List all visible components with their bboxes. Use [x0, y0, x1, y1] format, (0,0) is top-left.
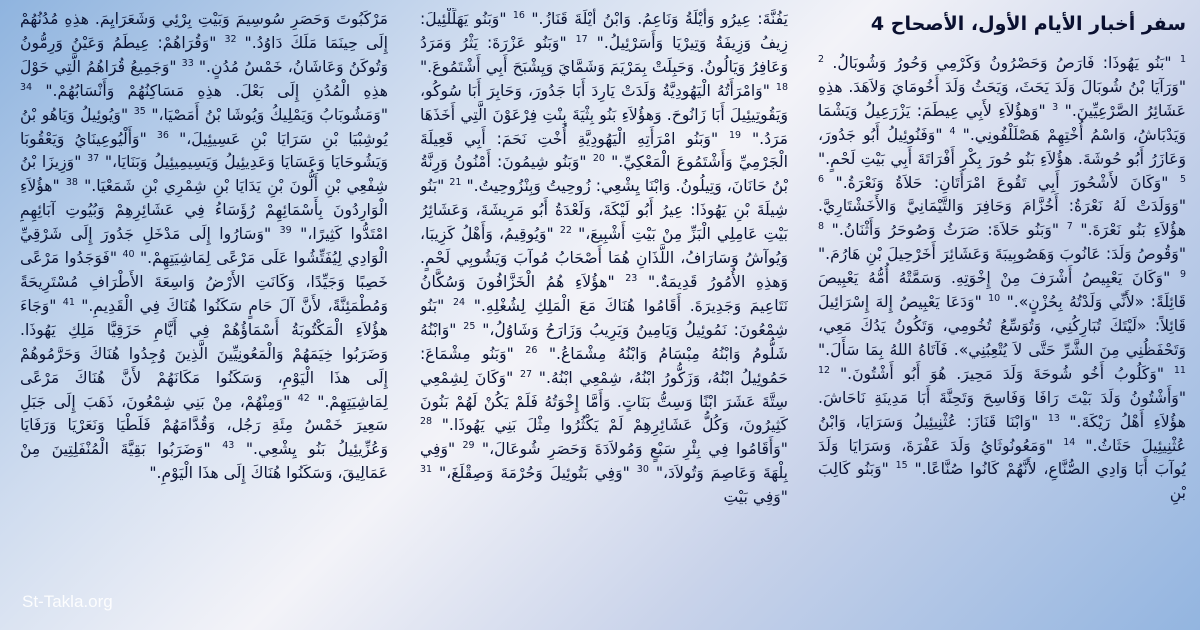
verse-text: "وَأَشْتُونُ وَلَدَ بَيْتَ رَافَا وَفَاسِحَ وَتَحِنَّةَ أَبَا مَدِينَةِ نَاحَاشَ. هؤُلاَءِ أَهْلُ رَيْكَةَ.": [818, 388, 1186, 431]
column-1: [818, 8, 1186, 620]
verse-text: "وَمَعُونُوثَايُ وَلَدَ عَفْرَةَ، وَسَرَايَا وَلَدَ يُوآبَ أَبَا وَادِي الصُّنَّاعِ، لأَنَّهُمْ كَانُوا صُنَّاعًا.": [818, 436, 1186, 479]
verse-number: 27: [519, 368, 533, 380]
verse-number: 26: [525, 344, 538, 356]
verse-text: "وَقُوصُ وَلَدَ: عَانُوبَ وَهَصُوبِيبَةَ وَعَشَائِرَ أَخَرْحِيلَ بْنِ هَارُمَ.": [818, 245, 1186, 264]
verse-text: "وَزِيزَا بْنُ شِفْعِي بْنِ أَلُّونَ بْنِ يَدَايَا بْنِ شِمْرِي بْنِ شَمَعْيَا.": [20, 153, 388, 196]
verse-number: 28: [420, 416, 433, 428]
verse-text: "وَوَلَدَتْ لَهُ نَعْرَةُ: أَخُزَّامَ وَحَافِرَ وَالتَّيْمَانِيَّ وَالأَخَشْتَارِيَّ. هؤُلاَءِ بَنُو نَعْرَةَ.": [818, 197, 1186, 240]
verse-text: "وَكَانَ يَعْبِيصُ أَشْرَفَ مِنْ إِخْوَتِهِ. وَسَمَّتْهُ أُمُّهُ يَعْبِيصَ قَائِلَةً: «لأَنِّي وَلَدْتُهُ بِحُزْنٍ».": [818, 269, 1186, 312]
verse-text: "وَفِي بَيْتِ: [723, 488, 788, 507]
verse-number: 8: [818, 221, 825, 233]
column-2: [420, 8, 788, 620]
verse-text: "وَقُرَاهُمْ: عِيطَمُ وَعَيْنُ وَرِمُّونُ وَتُوكَنُ وَعَاشَانُ، خَمْسُ مُدُنٍ.": [20, 33, 388, 76]
verse-number: 18: [775, 81, 788, 93]
verse-text: "بَنُو شِيلَةَ بْنِ يَهُوذَا: عِيرُ أَبُو لَيْكَةَ، وَلَعْدَةُ أَبُو مَرِيشَةَ، وَعَشَائِرُ بَيْتِ عَامِلِي الْبَزِّ مِنْ بَيْتِ أَشْبِيعَ،": [420, 177, 788, 244]
verse-number: 9: [1179, 268, 1186, 280]
verse-text: "فَوَجَدُوا مَرْعًى خَصِبًا وَجَيِّدًا، وَكَانَتِ الأَرْضُ وَاسِعَةَ الأَطْرَافِ مُسْتَرِيحَةً وَمُطْمَئِنَّةً، لأَنَّ آلَ حَامٍ سَكَنُوا هُنَاكَ فِي الْقَدِيمِ.": [20, 249, 388, 315]
verse-number: 11: [1173, 364, 1186, 376]
verse-number: 2: [818, 53, 825, 65]
verse-text: "وَمِنْهُمْ، مِنْ بَنِي شِمْعُونَ، ذَهَبَ إِلَى جَبَلِ سَعِيرَ خَمْسُ مِئَةِ رَجُل، وَقُدَّامَهُمْ فَلَطْيَا وَنَعَرْيَا وَرَفَايَا وَعُزِّيئِيلُ بَنُو يِشْعِي.": [20, 392, 388, 459]
verse-number: 31: [420, 464, 433, 476]
column-3: [20, 8, 388, 620]
verse-text: "وَمَشُوبَابُ وَيَمْلِيكُ وَيُوشَا بْنُ أَمَصْيَا،": [151, 105, 388, 124]
verse-text: "وَبَنُو عَزْرَةَ: يَثْرُ وَمَرَدُ وَعَافِرُ وَيَالُونُ. وَحَبِلَتْ بِمَرْيَمَ وَشَمَّايَ وَيِشْبَحَ أَبِي أَشْتَمُوعَ.": [420, 33, 788, 76]
verse-number: 42: [297, 392, 310, 404]
verse-number: 43: [222, 440, 235, 452]
verse-number: 41: [62, 296, 75, 308]
verse-number: 3: [1052, 101, 1059, 113]
verse-text: "وَابْنُهُ شَلُّومُ وَابْنُهُ مِبْسَامُ وَابْنُهُ مِشْمَاعُ.": [420, 320, 788, 363]
verse-text: "هؤُلاَءِ الْوَارِدُونَ بِأَسْمَائِهِمْ رُؤَسَاءُ فِي عَشَائِرِهِمْ وَبُيُوتِ آبَائِهِمِ امْتَدُّوا كَثِيرًا،": [20, 177, 388, 244]
verse-text: "وَأَلْيُوعِينَايُ وَيَعْقُوبَا وَيَشُوحَايَا وَعَسَايَا وَعَدِيئِيلُ وَيَسِيمِيئِيلُ وَبَنَايَا،": [20, 129, 388, 172]
verse-text: "وَفِي بِلْهَةَ وَعَاصِمَ وَتُولاَدَ،": [420, 440, 788, 483]
verse-number: 38: [65, 177, 78, 189]
verse-text: "وَفَنُوئِيلُ أَبُو جَدُورَ، وَعَازَرُ أَبُو حُوشَةَ. هؤُلاَءِ بَنُو حُورَ بِكْرِ أَفْرَاتَةَ أَبِي بَيْتِ لَحْمٍ.": [818, 125, 1186, 168]
verse-number: 5: [1179, 173, 1186, 185]
chapter-heading: سفر أخبار الأيام الأول، الأصحاح 4: [870, 13, 1186, 35]
verse-number: 37: [87, 153, 100, 165]
column-text: [20, 8, 388, 486]
verse-text: "وَيُوئِيلُ وَيَاهُو بْنُ يُوشِبْيَا بْنِ سَرَايَا بْنِ عَسِيئِيلَ،": [20, 105, 388, 148]
verse-number: 10: [988, 292, 1001, 304]
verse-number: 23: [625, 272, 638, 284]
verse-number: 24: [452, 296, 466, 308]
verse-text: "وَكَانَ لِشِمْعِي سِتَّةَ عَشَرَ ابْنًا وَسِتُّ بَنَاتٍ. وَأَمَّا إِخْوَتُهُ فَلَمْ يَكُنْ لَهُمْ بَنُونَ كَثِيرُونَ، وَكُلُّ عَشَائِرِهِمْ لَمْ يَكْثُرُوا مِثْلَ بَنِي يَهُوذَا.": [420, 368, 788, 435]
verse-number: 19: [729, 129, 742, 141]
column-text: [420, 8, 788, 510]
verse-text: مَرْكَبُوتَ وَحَصَرِ سُوسِيمَ وَبَيْتِ بِرْئِي وَشَعَرَايِمَ. هذِهِ مُدُنُهُمْ إِلَى حِينَمَا مَلَكَ دَاوُدُ.": [20, 10, 388, 52]
verse-text: "وَضَرَبُوا بَقِيَّةَ الْمُنْفَلِتِينَ مِنْ عَمَالِيقَ، وَسَكَنُوا هُنَاكَ إِلَى هذَا الْيَوْمِ.": [20, 440, 388, 483]
verse-text: "وَيُوقِيمُ، وَأَهْلُ كَزِيبَا، وَيُوآشُ وَسَارَافُ، اللَّذَانِ هُمَا أَصْحَابُ مُوآبَ وَيَشُوبِي لَحْمٍ. وَهذِهِ الأُمُورُ قَدِيمَةٌ.": [420, 225, 788, 291]
verse-text: "وَرَآيَا بْنُ شُوبَالَ وَلَدَ يَحَثَ، وَيَحَثُ وَلَدَ أَخُومَايَ وَلاَهَدَ. هذِهِ عَشَائِرُ الصَّرْعِيِّينَ.": [818, 77, 1186, 120]
verse-number: 21: [449, 177, 462, 189]
verse-number: 12: [818, 364, 831, 376]
verse-text: "وَسَارُوا إِلَى مَدْخَلِ جَدُورَ إِلَى شَرْقِيِّ الْوَادِي لِيُفَتِّشُوا عَلَى مَرْعًى لِمَاشِيَتِهِمْ.": [20, 225, 388, 268]
verse-text: "وَامْرَأَتُهُ الْيَهُودِيَّةُ وَلَدَتْ يَارِدَ أَبَا جَدُورَ، وَحَابِرَ أَبَا سُوكُو، وَيَقُوتِيئِيلَ أَبَا زَانُوحَ. وَهؤُلاَءِ بَنُو بِثْيَةَ بِنْتِ فِرْعَوْنَ الَّتِي أَخَذَهَا مَرَدُ.": [420, 81, 788, 148]
site-watermark[interactable]: St-Takla.org: [22, 592, 113, 611]
verse-text: "وَبَنُو شِيمُونَ: أَمْنُونُ وَرِنَّةُ بْنُ حَانَانَ، وَتِيلُونُ. وَابْنَا يِشْعِي: زُوحِيتُ وَبِنْزُوحِيتُ.": [420, 153, 788, 196]
verse-number: 17: [575, 33, 588, 45]
verse-number: 29: [462, 440, 475, 452]
verse-text: "وَابْنَا قَنَازَ: عُثْنِيئِيلُ وَسَرَايَا، وَابْنُ عُثْنِيئِيلَ حَثَاثُ.": [818, 412, 1186, 455]
verse-number: 1: [1179, 53, 1186, 65]
verse-text: "وَبَنُو يَهَلِّلْئِيلَ: زِيفُ وَزِيفَةُ وَتِيرْيَا وَأَسَرْئِيلُ.": [420, 10, 788, 52]
verse-number: 35: [133, 105, 146, 117]
verse-text: "بَنُو يَهُوذَا: فَارَصُ وَحَصْرُونُ وَكَرْمِي وَحُورُ وَشُوبَالُ.: [832, 54, 1172, 72]
verse-text: "وَبَنُو كَالِبَ بْنِ: [818, 460, 1186, 503]
verse-text: "وَدَعَا يَعْبِيصُ إِلهَ إِسْرَائِيلَ قَائِلاً: «لَيْتَكَ تُبَارِكُنِي، وَتُوَسِّعُ تُخُومِي، وَتَكُونُ يَدُكَ مَعِي، وَتَحْفَظُنِي مِنَ الشَّرِّ حَتَّى لاَ يُتْعِبُنِي». فَآتَاهُ اللهُ بِمَا سَأَلَ.": [818, 293, 1186, 359]
verse-text: "وَفِي بَتُوئِيلَ وَحُرْمَةَ وَصِقْلَغَ،": [439, 464, 630, 483]
verse-number: 15: [895, 460, 908, 472]
verse-text: "وَبَنُو مِشْمَاعَ: حَمُوئِيلُ ابْنُهُ، وَزَكُّورُ ابْنُهُ، شِمْعِي ابْنُهُ.": [420, 344, 788, 387]
verse-number: 40: [122, 248, 135, 260]
verse-number: 22: [559, 224, 572, 236]
verse-number: 25: [463, 320, 476, 332]
verse-number: 39: [279, 224, 292, 236]
verse-number: 14: [1063, 436, 1076, 448]
verse-number: 13: [1047, 412, 1060, 424]
verse-text: "وَجَاءَ هؤُلاَءِ الْمَكْتُوبَةُ أَسْمَاؤُهُمْ فِي أَيَّامِ حَزَقِيَّا مَلِكِ يَهُوذَا. وَضَرَبُوا خِيَمَهُمْ وَالْمَعُونِيِّينَ الَّذِينَ وُجِدُوا هُنَاكَ وَحَرَّمُوهُمْ إِلَى هذَا الْيَوْمِ، وَسَكَنُوا مَكَانَهُمْ لأَنَّ هُنَاكَ مَرْعًى لِمَاشِيَتِهِمْ.": [20, 296, 388, 411]
verse-text: "وَبَنُو حَلاَةَ: صَرَثُ وَصُوحَرُ وَأَثْنَانُ.": [831, 221, 1060, 240]
verse-number: 4: [949, 125, 956, 137]
verse-text: "هؤُلاَءِ هُمُ الْخَزَّافُونَ وَسُكَّانُ نَتَاعِيمَ وَجَدِيرَةَ. أَقَامُوا هُنَاكَ مَعَ الْمَلِكِ لِشُغْلِهِ.": [420, 272, 788, 315]
verse-number: 36: [156, 129, 169, 141]
verse-text: يَفُنَّةَ: عِيرُو وَأَيْلَةُ وَنَاعِمُ. وَابْنُ أَيْلَةَ قَنَازُ.": [531, 10, 788, 28]
verse-number: 34: [20, 81, 33, 93]
verse-number: 6: [818, 173, 825, 185]
verse-text: "وَأَقَامُوا فِي بِئْرِ سَبْعٍ وَمُولاَدَةَ وَحَصَرِ شُوعَالَ،": [481, 440, 788, 459]
verse-text: "وَكَلُوبُ أَخُو شُوحَةَ وَلَدَ مَحِيرَ. هُوَ أَبُو أَشْتُونَ.": [839, 364, 1165, 383]
verse-number: 30: [636, 464, 649, 476]
verse-text: "وَجَمِيعُ قُرَاهُمُ الَّتِي حَوْلَ هذِهِ الْمُدُنِ إِلَى بَعْلَ. هذِهِ مَسَاكِنُهُمْ وَأَنْسَابُهُمْ.": [20, 57, 388, 100]
verse-number: 7: [1066, 221, 1073, 233]
verse-text: "بَنُو شِمْعُونَ: نَمُوئِيلُ وَيَامِينُ وَيَرِيبُ وَزَارَحُ وَشَاوُلُ،": [420, 296, 788, 339]
column-text: [818, 52, 1186, 506]
verse-text: "وَكَانَ لأَشْحُورَ أَبِي تَقُوعَ امْرَأَتَانِ: حَلاَةُ وَنَعْرَةُ.": [835, 173, 1169, 192]
verse-number: 16: [512, 9, 525, 21]
verse-number: 20: [592, 153, 605, 165]
verse-number: 32: [224, 33, 237, 45]
verse-text: "وَهؤُلاَءِ لأَبِي عِيطَمَ: يَزْرَعِيلُ وَيَشْمَا وَيَدْبَاشُ، وَاسْمُ أُخْتِهِمْ هَصْلَلْفُونِي.": [818, 101, 1186, 144]
verse-number: 33: [181, 57, 194, 69]
verse-text: "وَبَنُو امْرَأَتِهِ الْيَهُودِيَّةِ أُخْتِ نَحَمَ: أَبِي قَعِيلَةَ الْجَرْمِيِّ وَأَشْتَمُوعَ الْمَعْكِيِّ.": [420, 129, 788, 172]
